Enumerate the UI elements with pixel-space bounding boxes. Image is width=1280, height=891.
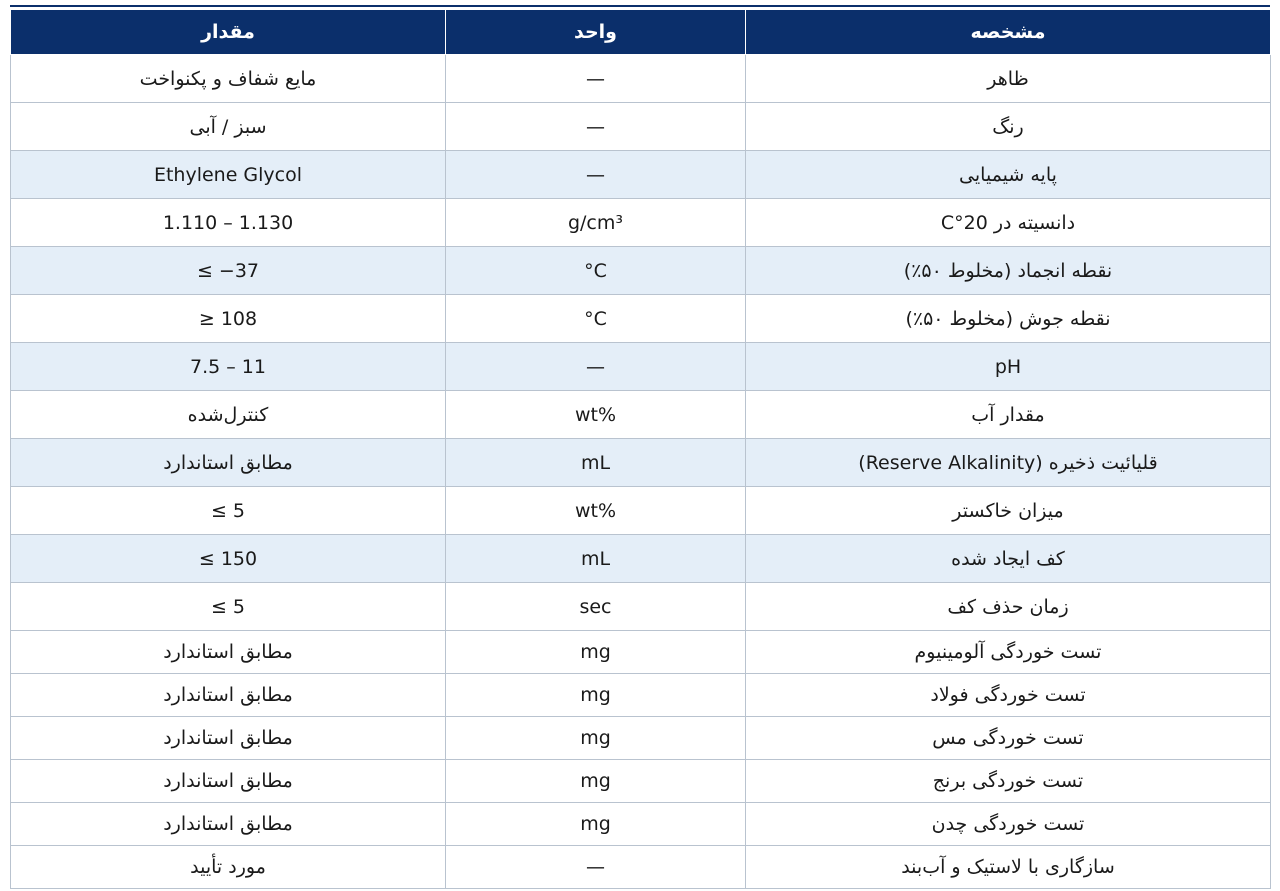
cell-value: مایع شفاف و پکنواخت	[11, 55, 446, 103]
table-row	[11, 247, 1271, 295]
cell-property: ظاهر	[746, 55, 1271, 103]
cell-value-text: ≤ 5	[210, 595, 246, 618]
table-row	[11, 199, 1271, 247]
cell-unit: —	[446, 151, 746, 199]
cell-property: پایه شیمیایی	[746, 151, 1271, 199]
cell-value	[11, 583, 446, 631]
cell-value: مورد تأیید	[11, 846, 446, 889]
cell-property: نقطه انجماد (مخلوط ۵۰٪)	[746, 247, 1271, 295]
specifications-table	[10, 9, 1271, 889]
cell-value: مطابق استاندارد	[11, 760, 446, 803]
cell-unit: —	[446, 103, 746, 151]
cell-value	[11, 487, 446, 535]
table-row	[11, 583, 1271, 631]
cell-unit	[446, 247, 746, 295]
cell-unit	[446, 717, 746, 760]
cell-unit	[446, 391, 746, 439]
cell-value: مطابق استاندارد	[11, 674, 446, 717]
cell-unit	[446, 439, 746, 487]
cell-unit	[446, 535, 746, 583]
header-property: مشخصه	[746, 10, 1271, 55]
cell-value-text: Ethylene Glycol	[153, 163, 303, 186]
cell-unit-text: mg	[580, 684, 611, 706]
cell-unit-text: mL	[580, 547, 611, 570]
table-row	[11, 391, 1271, 439]
cell-property: زمان حذف کف	[746, 583, 1271, 631]
table-row	[11, 535, 1271, 583]
cell-property: تست خوردگی برنج	[746, 760, 1271, 803]
cell-value	[11, 247, 446, 295]
header-value: مقدار	[11, 10, 446, 55]
cell-unit-text: wt%	[574, 403, 617, 426]
cell-unit-text: °C	[584, 307, 607, 330]
cell-value	[11, 295, 446, 343]
cell-property: میزان خاکستر	[746, 487, 1271, 535]
cell-value: سبز / آبی	[11, 103, 446, 151]
table-row	[11, 674, 1271, 717]
cell-unit	[446, 487, 746, 535]
cell-property: تست خوردگی فولاد	[746, 674, 1271, 717]
cell-unit-text: °C	[584, 259, 607, 282]
cell-unit-text: mg	[580, 727, 611, 749]
table-row	[11, 103, 1271, 151]
cell-value-text: ≤ 150	[198, 547, 258, 570]
cell-unit	[446, 295, 746, 343]
cell-unit-text: sec	[579, 595, 612, 618]
cell-unit	[446, 631, 746, 674]
table-row	[11, 55, 1271, 103]
cell-unit-text: mL	[580, 451, 611, 474]
cell-property: تست خوردگی آلومینیوم	[746, 631, 1271, 674]
table-row	[11, 760, 1271, 803]
header-unit: واحد	[446, 10, 746, 55]
table-row	[11, 803, 1271, 846]
table-row	[11, 717, 1271, 760]
cell-property: دانسیته در 20°C	[746, 199, 1271, 247]
cell-unit-text: mg	[580, 813, 611, 835]
cell-unit-text: g/cm³	[567, 211, 624, 234]
cell-value-text: ≤ −37	[196, 259, 260, 282]
table-row	[11, 631, 1271, 674]
cell-unit	[446, 803, 746, 846]
cell-value: مطابق استاندارد	[11, 717, 446, 760]
cell-unit	[446, 583, 746, 631]
top-rule	[10, 5, 1270, 7]
cell-property: سازگاری با لاستیک و آب‌بند	[746, 846, 1271, 889]
table-row	[11, 487, 1271, 535]
cell-unit	[446, 760, 746, 803]
cell-value: مطابق استاندارد	[11, 803, 446, 846]
cell-value	[11, 535, 446, 583]
cell-unit-text: mg	[580, 770, 611, 792]
cell-property: رنگ	[746, 103, 1271, 151]
table-header-row	[11, 10, 1271, 55]
cell-unit	[446, 674, 746, 717]
cell-value-text: ≤ 5	[210, 499, 246, 522]
cell-value: کنترل‌شده	[11, 391, 446, 439]
cell-unit	[446, 199, 746, 247]
cell-value: مطابق استاندارد	[11, 439, 446, 487]
cell-value-text: ≥ 108	[198, 307, 258, 330]
cell-unit: —	[446, 55, 746, 103]
cell-value	[11, 151, 446, 199]
cell-property: کف ایجاد شده	[746, 535, 1271, 583]
cell-value	[11, 343, 446, 391]
cell-value-text: 1.110 – 1.130	[162, 211, 294, 234]
table-row	[11, 151, 1271, 199]
table-row	[11, 343, 1271, 391]
cell-unit: —	[446, 343, 746, 391]
cell-property: مقدار آب	[746, 391, 1271, 439]
cell-unit: —	[446, 846, 746, 889]
cell-property: نقطه جوش (مخلوط ۵۰٪)	[746, 295, 1271, 343]
cell-value-text: 7.5 – 11	[190, 355, 266, 378]
cell-property: تست خوردگی مس	[746, 717, 1271, 760]
cell-unit-text: mg	[580, 641, 611, 663]
cell-property	[746, 343, 1271, 391]
cell-value	[11, 199, 446, 247]
table-row	[11, 846, 1271, 889]
cell-value: مطابق استاندارد	[11, 631, 446, 674]
cell-property-text: pH	[994, 355, 1022, 378]
cell-unit-text: wt%	[574, 499, 617, 522]
table-row	[11, 295, 1271, 343]
cell-property: تست خوردگی چدن	[746, 803, 1271, 846]
table-row	[11, 439, 1271, 487]
cell-property: قلیائیت ذخیره (Reserve Alkalinity)	[746, 439, 1271, 487]
